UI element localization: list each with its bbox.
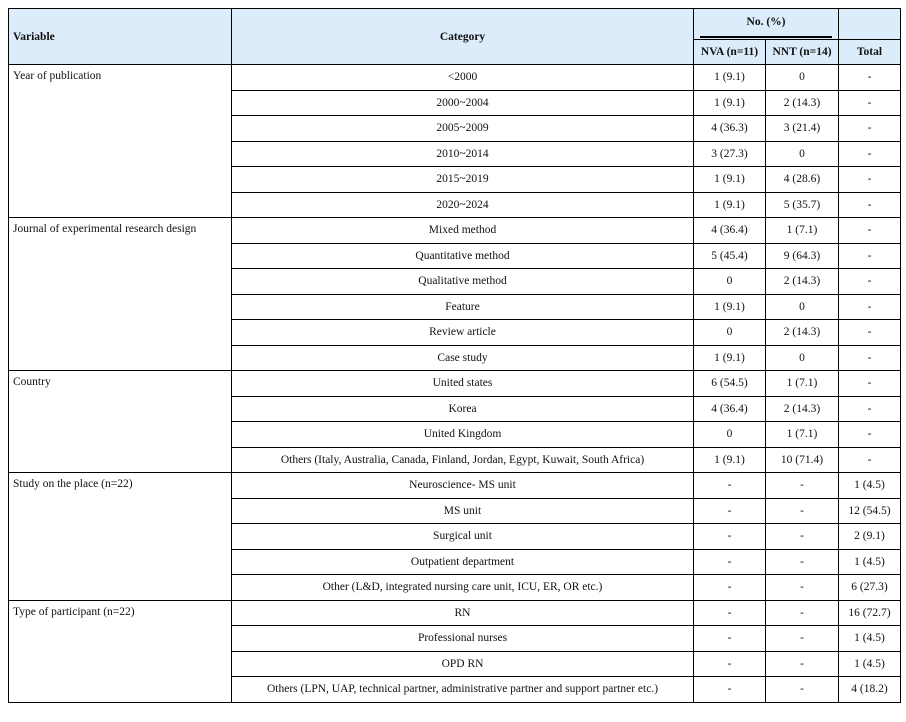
nnt-cell: 2 (14.3) bbox=[766, 269, 839, 295]
nva-cell: 6 (54.5) bbox=[694, 371, 766, 397]
nnt-cell: 0 bbox=[766, 65, 839, 91]
total-cell: 2 (9.1) bbox=[839, 524, 901, 550]
category-cell: Surgical unit bbox=[232, 524, 694, 550]
table-row bbox=[9, 473, 901, 499]
total-cell: - bbox=[839, 65, 901, 91]
nva-cell: 1 (9.1) bbox=[694, 90, 766, 116]
nva-cell: 0 bbox=[694, 422, 766, 448]
nva-cell: 1 (9.1) bbox=[694, 167, 766, 193]
total-cell: 4 (18.2) bbox=[839, 677, 901, 703]
header-total-spacer bbox=[839, 9, 901, 40]
nnt-cell: 2 (14.3) bbox=[766, 396, 839, 422]
nnt-cell: 1 (7.1) bbox=[766, 218, 839, 244]
nnt-cell: 5 (35.7) bbox=[766, 192, 839, 218]
total-cell: 6 (27.3) bbox=[839, 575, 901, 601]
nva-cell: 3 (27.3) bbox=[694, 141, 766, 167]
header-variable: Variable bbox=[9, 9, 232, 65]
category-cell: United Kingdom bbox=[232, 422, 694, 448]
category-cell: Professional nurses bbox=[232, 626, 694, 652]
category-cell: Outpatient department bbox=[232, 549, 694, 575]
table-body bbox=[9, 65, 901, 703]
category-cell: Qualitative method bbox=[232, 269, 694, 295]
category-cell: Feature bbox=[232, 294, 694, 320]
total-cell: 1 (4.5) bbox=[839, 651, 901, 677]
total-cell: - bbox=[839, 243, 901, 269]
category-cell: 2000~2004 bbox=[232, 90, 694, 116]
nva-cell: 1 (9.1) bbox=[694, 192, 766, 218]
nva-cell: 0 bbox=[694, 320, 766, 346]
total-cell: 16 (72.7) bbox=[839, 600, 901, 626]
nva-cell: - bbox=[694, 651, 766, 677]
category-cell: Mixed method bbox=[232, 218, 694, 244]
nnt-cell: 2 (14.3) bbox=[766, 320, 839, 346]
table-row bbox=[9, 65, 901, 91]
nnt-cell: - bbox=[766, 626, 839, 652]
category-cell: Others (LPN, UAP, technical partner, administrative partner and support partner etc.) bbox=[232, 677, 694, 703]
total-cell: - bbox=[839, 269, 901, 295]
nva-cell: 4 (36.3) bbox=[694, 116, 766, 142]
total-cell: - bbox=[839, 141, 901, 167]
category-cell: Review article bbox=[232, 320, 694, 346]
category-cell: 2020~2024 bbox=[232, 192, 694, 218]
header-nva: NVA (n=11) bbox=[694, 40, 766, 65]
variable-cell: Study on the place (n=22) bbox=[9, 473, 232, 601]
total-cell: 1 (4.5) bbox=[839, 626, 901, 652]
total-cell: 1 (4.5) bbox=[839, 473, 901, 499]
nva-cell: 0 bbox=[694, 269, 766, 295]
category-cell: Others (Italy, Australia, Canada, Finland, Jordan, Egypt, Kuwait, South Africa) bbox=[232, 447, 694, 473]
nnt-cell: - bbox=[766, 600, 839, 626]
variable-cell: Journal of experimental research design bbox=[9, 218, 232, 371]
category-cell: Neuroscience- MS unit bbox=[232, 473, 694, 499]
table-row bbox=[9, 371, 901, 397]
category-cell: Other (L&D, integrated nursing care unit, ICU, ER, OR etc.) bbox=[232, 575, 694, 601]
category-cell: Case study bbox=[232, 345, 694, 371]
nva-cell: 1 (9.1) bbox=[694, 345, 766, 371]
results-table bbox=[8, 8, 901, 703]
nva-cell: 1 (9.1) bbox=[694, 294, 766, 320]
category-cell: MS unit bbox=[232, 498, 694, 524]
total-cell: 1 (4.5) bbox=[839, 549, 901, 575]
total-cell: - bbox=[839, 371, 901, 397]
category-cell: 2005~2009 bbox=[232, 116, 694, 142]
variable-cell: Type of participant (n=22) bbox=[9, 600, 232, 702]
nnt-cell: - bbox=[766, 498, 839, 524]
category-cell: <2000 bbox=[232, 65, 694, 91]
total-cell: - bbox=[839, 218, 901, 244]
nnt-cell: 4 (28.6) bbox=[766, 167, 839, 193]
nva-cell: 1 (9.1) bbox=[694, 65, 766, 91]
nnt-cell: - bbox=[766, 549, 839, 575]
nva-cell: - bbox=[694, 498, 766, 524]
total-cell: - bbox=[839, 294, 901, 320]
nva-cell: 5 (45.4) bbox=[694, 243, 766, 269]
nnt-cell: 1 (7.1) bbox=[766, 422, 839, 448]
nva-cell: - bbox=[694, 524, 766, 550]
nnt-cell: 0 bbox=[766, 345, 839, 371]
total-cell: - bbox=[839, 320, 901, 346]
total-cell: - bbox=[839, 422, 901, 448]
nva-cell: - bbox=[694, 473, 766, 499]
nnt-cell: 1 (7.1) bbox=[766, 371, 839, 397]
header-category: Category bbox=[232, 9, 694, 65]
nva-cell: 4 (36.4) bbox=[694, 218, 766, 244]
nva-cell: - bbox=[694, 600, 766, 626]
nva-cell: 4 (36.4) bbox=[694, 396, 766, 422]
nva-cell: - bbox=[694, 677, 766, 703]
total-cell: - bbox=[839, 192, 901, 218]
category-cell: Korea bbox=[232, 396, 694, 422]
nnt-cell: 10 (71.4) bbox=[766, 447, 839, 473]
total-cell: - bbox=[839, 396, 901, 422]
total-cell: - bbox=[839, 167, 901, 193]
nva-cell: 1 (9.1) bbox=[694, 447, 766, 473]
variable-cell: Country bbox=[9, 371, 232, 473]
header-no-pct-label: No. (%) bbox=[746, 16, 786, 28]
category-cell: RN bbox=[232, 600, 694, 626]
nnt-cell: 3 (21.4) bbox=[766, 116, 839, 142]
nnt-cell: 0 bbox=[766, 294, 839, 320]
category-cell: 2010~2014 bbox=[232, 141, 694, 167]
table-header bbox=[9, 9, 901, 65]
category-cell: OPD RN bbox=[232, 651, 694, 677]
nnt-cell: - bbox=[766, 473, 839, 499]
total-cell: - bbox=[839, 90, 901, 116]
category-cell: Quantitative method bbox=[232, 243, 694, 269]
nva-cell: - bbox=[694, 626, 766, 652]
category-cell: United states bbox=[232, 371, 694, 397]
nva-cell: - bbox=[694, 575, 766, 601]
total-cell: 12 (54.5) bbox=[839, 498, 901, 524]
nnt-cell: - bbox=[766, 575, 839, 601]
nnt-cell: 2 (14.3) bbox=[766, 90, 839, 116]
nnt-cell: 9 (64.3) bbox=[766, 243, 839, 269]
table-row bbox=[9, 218, 901, 244]
nnt-cell: - bbox=[766, 524, 839, 550]
header-nnt: NNT (n=14) bbox=[766, 40, 839, 65]
variable-cell: Year of publication bbox=[9, 65, 232, 218]
total-cell: - bbox=[839, 116, 901, 142]
nnt-cell: 0 bbox=[766, 141, 839, 167]
header-total: Total bbox=[839, 40, 901, 65]
nva-cell: - bbox=[694, 549, 766, 575]
nnt-cell: - bbox=[766, 651, 839, 677]
nnt-cell: - bbox=[766, 677, 839, 703]
table-row bbox=[9, 600, 901, 626]
total-cell: - bbox=[839, 447, 901, 473]
total-cell: - bbox=[839, 345, 901, 371]
category-cell: 2015~2019 bbox=[232, 167, 694, 193]
header-no-pct bbox=[694, 9, 839, 40]
